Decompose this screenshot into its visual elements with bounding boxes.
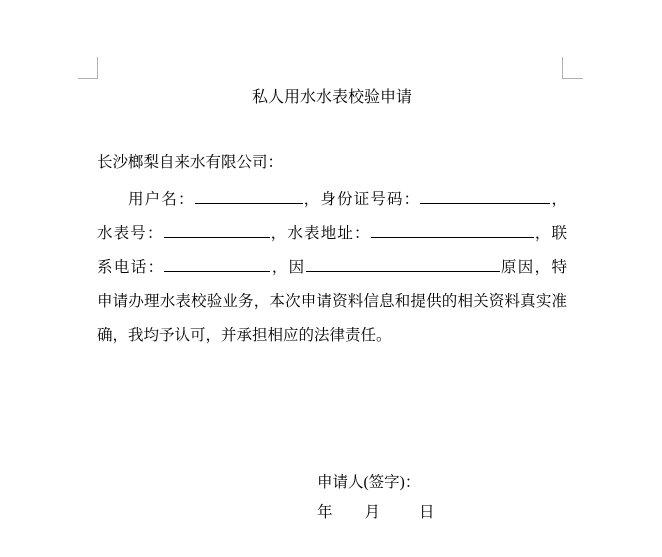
paragraph-text: 原因，特	[499, 259, 567, 276]
blank-underline-field	[164, 257, 270, 272]
paragraph-text: 系电话：	[97, 259, 165, 276]
blank-underline-field	[306, 257, 500, 272]
paragraph-text: ，联	[533, 225, 567, 242]
salutation-line: 长沙榔梨自来水有限公司：	[97, 154, 284, 171]
blank-underline-field	[164, 223, 270, 238]
paragraph-text: 用户名：	[128, 191, 195, 208]
date-line	[317, 496, 435, 530]
margin-mark-top-left-vertical	[97, 57, 98, 79]
paragraph-text: ，身份证号码：	[302, 191, 421, 208]
paragraph-text: ，	[550, 191, 567, 208]
day-label: 日	[419, 504, 435, 521]
paragraph-text: 水表号：	[97, 225, 164, 242]
document-title: 私人用水水表校验申请	[251, 89, 412, 106]
paragraph-text: ，因	[270, 259, 306, 276]
blank-underline-field	[371, 223, 534, 238]
paragraph-line	[97, 183, 567, 217]
blank-underline-field	[420, 189, 550, 204]
paragraph-text: 申请办理水表校验业务，本次申请资料信息和提供的相关资料真实准	[97, 293, 567, 310]
paragraph-text: ，水表地址：	[269, 225, 371, 242]
body-paragraph	[97, 183, 567, 353]
margin-mark-top-right-vertical	[562, 57, 563, 79]
paragraph-line	[97, 217, 567, 251]
paragraph-line	[97, 251, 567, 285]
margin-mark-top-right-horizontal	[562, 78, 583, 79]
signature-label: 申请人(签字)：	[317, 474, 421, 491]
margin-mark-top-left-horizontal	[78, 78, 98, 79]
paragraph-line	[97, 285, 567, 319]
paragraph-line	[97, 319, 567, 353]
blank-underline-field	[195, 189, 303, 204]
year-label: 年	[317, 504, 333, 521]
paragraph-text: 确，我均予认可，并承担相应的法律责任。	[97, 327, 392, 344]
month-label: 月	[364, 504, 381, 521]
